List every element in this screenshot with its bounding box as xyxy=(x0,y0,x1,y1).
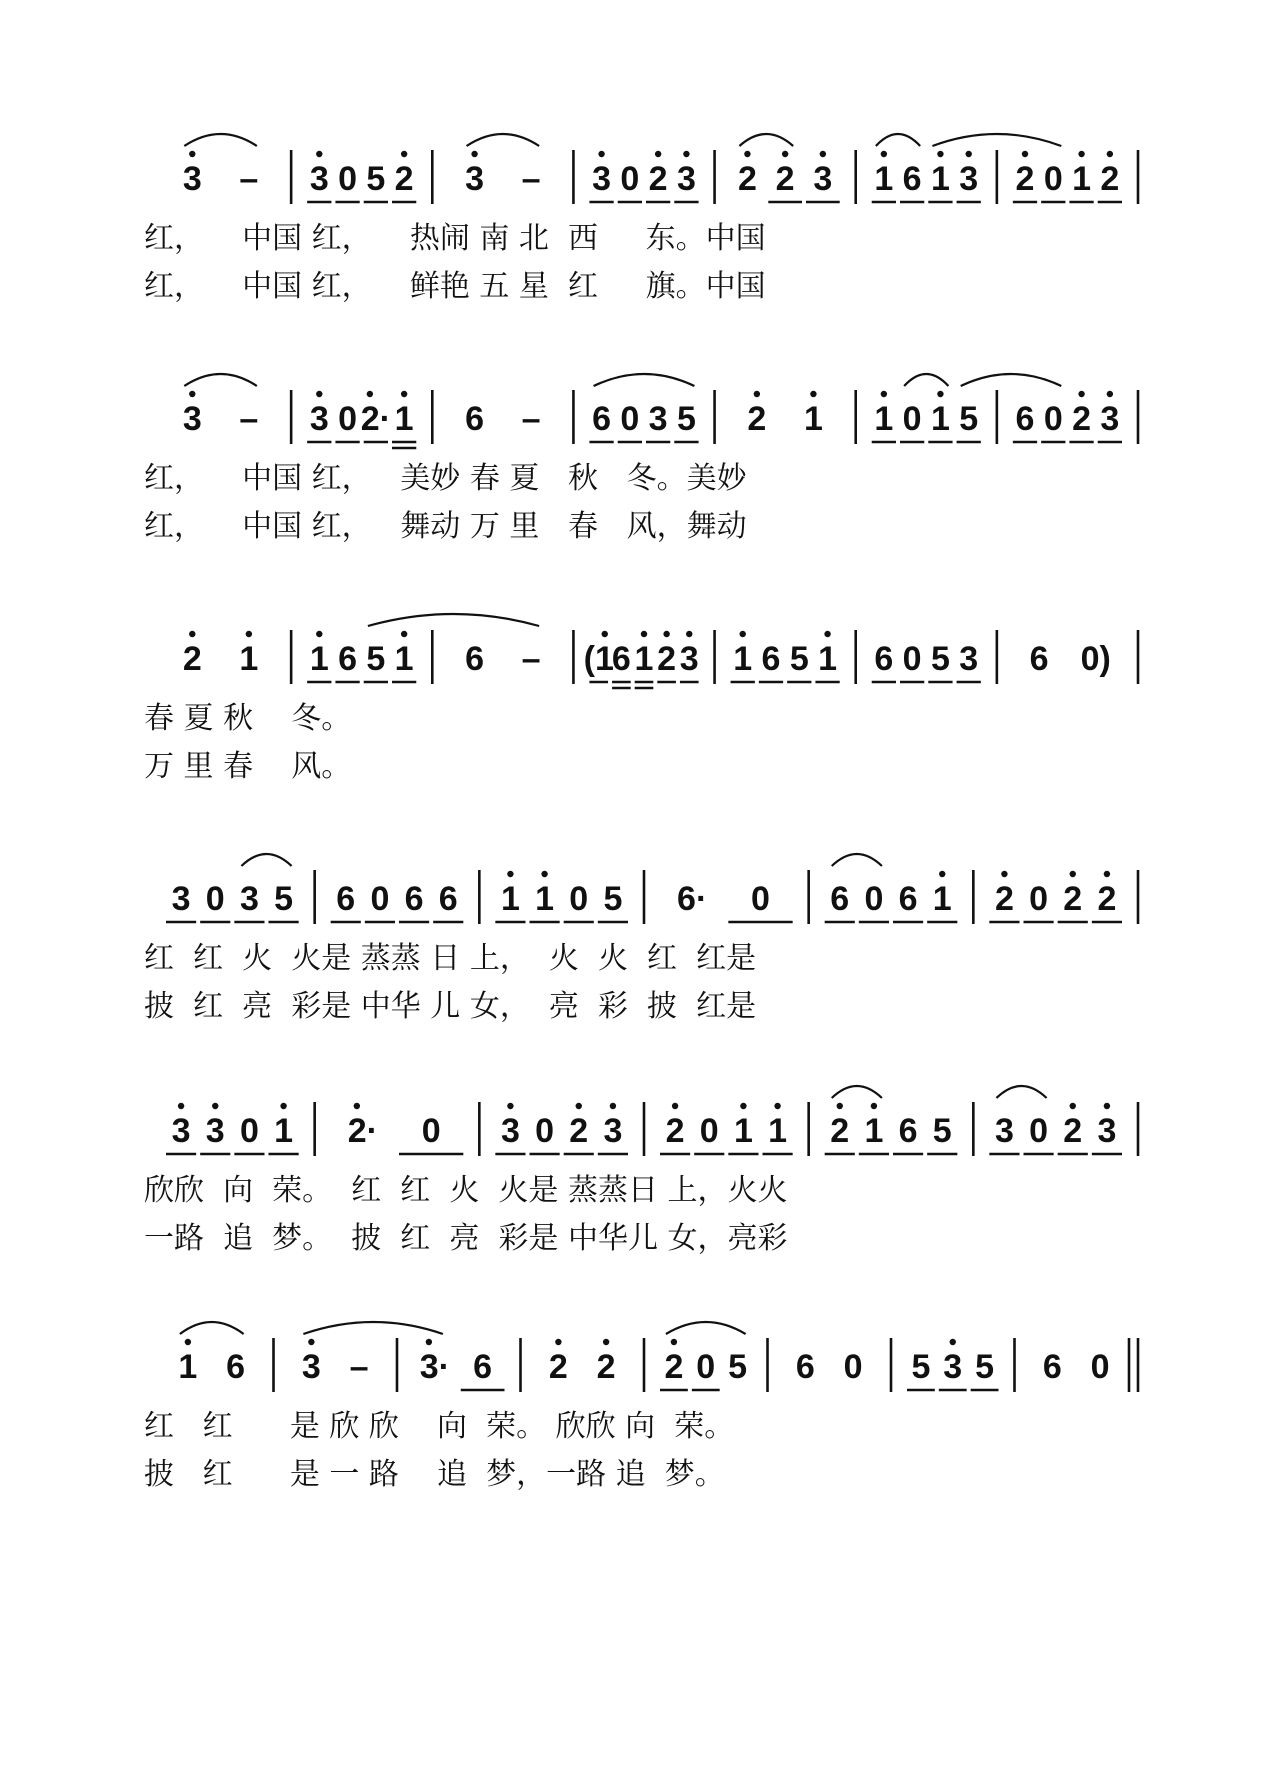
octave-dot xyxy=(189,631,195,637)
note: 0 xyxy=(620,160,640,198)
note: 3 xyxy=(171,1112,191,1150)
slur xyxy=(876,134,920,146)
note: 3 xyxy=(592,160,612,198)
note: 0 xyxy=(864,880,884,918)
note: 2 xyxy=(657,640,677,678)
note: 1 xyxy=(394,400,414,438)
note: 2 xyxy=(394,160,414,198)
note: 6 xyxy=(830,880,850,918)
score-system xyxy=(144,374,1138,544)
note: 6 xyxy=(874,640,894,678)
octave-dot xyxy=(1078,151,1084,157)
octave-dot xyxy=(774,1103,780,1109)
octave-dot xyxy=(401,391,407,397)
note: 5 xyxy=(603,880,623,918)
lyric-line: 红 红 是 欣 欣 向 荣。 欣欣 向 荣。 xyxy=(144,1409,735,1444)
octave-dot xyxy=(1104,871,1110,877)
note: 1 xyxy=(818,640,838,678)
octave-dot xyxy=(966,151,972,157)
octave-dot xyxy=(655,151,661,157)
note: 0 xyxy=(902,400,922,438)
octave-dot xyxy=(950,1339,956,1345)
note: 2· xyxy=(347,1112,378,1150)
note: 0 xyxy=(751,880,770,918)
slur xyxy=(832,854,882,866)
note: 3 xyxy=(309,160,329,198)
octave-dot xyxy=(740,631,746,637)
note: 2 xyxy=(994,880,1014,918)
score-system xyxy=(144,854,1138,1024)
octave-dot xyxy=(401,631,407,637)
lyric-line: 红， 中国 红， 鲜艳 五 星 红 旗。中国 xyxy=(144,269,766,304)
octave-dot xyxy=(881,151,887,157)
note: 3 xyxy=(465,160,485,198)
octave-dot xyxy=(576,1103,582,1109)
note: 1 xyxy=(733,640,753,678)
octave-dot xyxy=(686,631,692,637)
note: 1 xyxy=(1072,160,1092,198)
lyric-line: 春 夏 秋 冬。 xyxy=(144,701,352,736)
note: 1 xyxy=(803,400,823,438)
note: 5 xyxy=(911,1348,931,1386)
note: 3 xyxy=(1100,400,1120,438)
note: 6· xyxy=(677,880,708,918)
score-system xyxy=(144,614,1138,784)
note: 6 xyxy=(438,880,458,918)
note: 0 xyxy=(205,880,225,918)
note: 0 xyxy=(843,1348,863,1386)
note: – xyxy=(521,160,541,198)
octave-dot xyxy=(824,631,830,637)
slur xyxy=(904,374,948,386)
octave-dot xyxy=(280,1103,286,1109)
lyric-line: 一路 追 梦。 披 红 亮 彩是 中华儿 女，亮彩 xyxy=(144,1221,788,1256)
octave-dot xyxy=(212,1103,218,1109)
octave-dot xyxy=(754,391,760,397)
note: 1 xyxy=(874,400,894,438)
lyric-line: 红， 中国 红， 舞动 万 里 春 风，舞动 xyxy=(144,509,747,544)
note: 6 xyxy=(611,640,631,678)
octave-dot xyxy=(1107,151,1113,157)
note: 2 xyxy=(1015,160,1035,198)
note: 0 xyxy=(1090,1348,1110,1386)
octave-dot xyxy=(541,871,547,877)
octave-dot xyxy=(555,1339,561,1345)
note: 1 xyxy=(733,1112,753,1150)
note: 1 xyxy=(932,880,952,918)
note: 1 xyxy=(394,640,414,678)
note: 3 xyxy=(205,1112,225,1150)
octave-dot xyxy=(937,391,943,397)
note: 3 xyxy=(239,880,259,918)
note: 2 xyxy=(664,1348,684,1386)
lyric-line: 红， 中国 红， 热闹 南 北 西 东。中国 xyxy=(144,221,766,256)
note: 3 xyxy=(309,400,329,438)
slur xyxy=(961,374,1062,386)
octave-dot xyxy=(672,1103,678,1109)
octave-dot xyxy=(837,1103,843,1109)
note: 1 xyxy=(930,400,950,438)
note: 0 xyxy=(1043,400,1063,438)
note: 1 xyxy=(634,640,654,678)
octave-dot xyxy=(744,151,750,157)
octave-dot xyxy=(603,1339,609,1345)
octave-dot xyxy=(939,871,945,877)
slur xyxy=(180,1322,244,1334)
octave-dot xyxy=(367,391,373,397)
note: 0 xyxy=(569,880,589,918)
note: 1 xyxy=(535,880,555,918)
note: 0) xyxy=(1080,640,1111,678)
note: 0 xyxy=(239,1112,259,1150)
note: 2 xyxy=(569,1112,589,1150)
slur xyxy=(241,854,291,866)
slur xyxy=(467,134,540,146)
octave-dot xyxy=(316,631,322,637)
note: 3 xyxy=(500,1112,520,1150)
note: – xyxy=(239,400,259,438)
note: 1 xyxy=(500,880,520,918)
note: 5 xyxy=(930,640,950,678)
note: 5 xyxy=(789,640,809,678)
octave-dot xyxy=(881,391,887,397)
slur xyxy=(368,614,539,626)
score-system xyxy=(144,134,1138,304)
octave-dot xyxy=(308,1339,314,1345)
note: 3 xyxy=(813,160,833,198)
note: 2 xyxy=(665,1112,685,1150)
note: 0 xyxy=(1029,880,1049,918)
note: 6 xyxy=(226,1348,246,1386)
note: 6 xyxy=(336,880,356,918)
octave-dot xyxy=(641,631,647,637)
note: 6 xyxy=(898,1112,918,1150)
note: 0 xyxy=(696,1348,716,1386)
note: 2 xyxy=(182,640,202,678)
note: 2 xyxy=(830,1112,850,1150)
slur xyxy=(184,374,257,386)
octave-dot xyxy=(401,151,407,157)
note: 5 xyxy=(728,1348,748,1386)
octave-dot xyxy=(663,631,669,637)
octave-dot xyxy=(189,391,195,397)
score-system xyxy=(144,1086,1138,1256)
note: 1 xyxy=(178,1348,198,1386)
lyric-line: 红 红 火 火是 蒸蒸 日 上， 火 火 红 红是 xyxy=(144,941,757,976)
octave-dot xyxy=(1107,391,1113,397)
note: 6 xyxy=(902,160,922,198)
note: 2 xyxy=(747,400,767,438)
slur xyxy=(739,134,793,146)
note: – xyxy=(239,160,259,198)
octave-dot xyxy=(178,1103,184,1109)
slur xyxy=(184,134,257,146)
octave-dot xyxy=(1070,1103,1076,1109)
octave-dot xyxy=(782,151,788,157)
note: 3 xyxy=(679,640,699,678)
note: 0 xyxy=(902,640,922,678)
note: 2 xyxy=(737,160,757,198)
note: 3 xyxy=(994,1112,1014,1150)
note: 2 xyxy=(1097,880,1117,918)
note: 2 xyxy=(1072,400,1092,438)
note: 5 xyxy=(676,400,696,438)
note: – xyxy=(349,1348,369,1386)
note: 6 xyxy=(761,640,781,678)
octave-dot xyxy=(683,151,689,157)
note: 0 xyxy=(421,1112,441,1150)
slur xyxy=(594,374,695,386)
note: 1 xyxy=(768,1112,788,1150)
slur xyxy=(996,1086,1046,1098)
octave-dot xyxy=(1001,871,1007,877)
octave-dot xyxy=(1070,871,1076,877)
note: 3 xyxy=(648,400,668,438)
note: 5 xyxy=(975,1348,995,1386)
note: 5 xyxy=(932,1112,952,1150)
note: 3 xyxy=(959,640,979,678)
note: 2 xyxy=(775,160,795,198)
note: 1 xyxy=(274,1112,294,1150)
note: 3 xyxy=(943,1348,963,1386)
note: 2 xyxy=(1100,160,1120,198)
octave-dot xyxy=(937,151,943,157)
slur xyxy=(932,134,1061,146)
note: 0 xyxy=(338,400,358,438)
note: 0 xyxy=(338,160,358,198)
octave-dot xyxy=(316,151,322,157)
slur xyxy=(303,1322,443,1334)
octave-dot xyxy=(471,151,477,157)
note: (1 xyxy=(583,640,614,678)
note: 3 xyxy=(603,1112,623,1150)
score-system xyxy=(144,1322,1138,1492)
note: 1 xyxy=(309,640,329,678)
note: 3· xyxy=(419,1348,450,1386)
slur xyxy=(832,1086,882,1098)
note: 6 xyxy=(465,640,485,678)
note: 5 xyxy=(366,160,386,198)
note: 6 xyxy=(1015,400,1035,438)
note: 6 xyxy=(473,1348,493,1386)
note: 1 xyxy=(864,1112,884,1150)
octave-dot xyxy=(740,1103,746,1109)
note: 0 xyxy=(1029,1112,1049,1150)
note: – xyxy=(521,400,541,438)
note: 5 xyxy=(366,640,386,678)
note: 0 xyxy=(535,1112,555,1150)
note: 6 xyxy=(465,400,485,438)
note: 0 xyxy=(370,880,390,918)
octave-dot xyxy=(246,631,252,637)
note: 6 xyxy=(898,880,918,918)
note: 6 xyxy=(1042,1348,1062,1386)
octave-dot xyxy=(610,1103,616,1109)
note: 2 xyxy=(548,1348,568,1386)
note: 6 xyxy=(338,640,358,678)
slur xyxy=(666,1322,746,1334)
lyric-line: 欣欣 向 荣。 红 红 火 火是 蒸蒸日 上，火火 xyxy=(144,1173,788,1208)
note: 2 xyxy=(1063,880,1083,918)
octave-dot xyxy=(810,391,816,397)
lyric-line: 披 红 是 一 路 追 梦，一路 追 梦。 xyxy=(144,1457,725,1492)
octave-dot xyxy=(316,391,322,397)
note: – xyxy=(521,640,541,678)
note: 0 xyxy=(620,400,640,438)
note: 5 xyxy=(274,880,294,918)
note: 1 xyxy=(239,640,259,678)
lyric-line: 万 里 春 风。 xyxy=(144,749,352,784)
note: 3 xyxy=(171,880,191,918)
note: 1 xyxy=(874,160,894,198)
octave-dot xyxy=(507,1103,513,1109)
octave-dot xyxy=(354,1103,360,1109)
octave-dot xyxy=(1104,1103,1110,1109)
octave-dot xyxy=(871,1103,877,1109)
octave-dot xyxy=(1078,391,1084,397)
note: 3 xyxy=(959,160,979,198)
note: 2 xyxy=(648,160,668,198)
note: 3 xyxy=(1097,1112,1117,1150)
octave-dot xyxy=(671,1339,677,1345)
octave-dot xyxy=(602,631,608,637)
note: 2· xyxy=(360,400,391,438)
note: 2 xyxy=(1063,1112,1083,1150)
lyric-line: 披 红 亮 彩是 中华 儿 女， 亮 彩 披 红是 xyxy=(144,989,757,1024)
note: 0 xyxy=(1043,160,1063,198)
note: 6 xyxy=(795,1348,815,1386)
octave-dot xyxy=(507,871,513,877)
note: 3 xyxy=(301,1348,321,1386)
octave-dot xyxy=(598,151,604,157)
note: 2 xyxy=(596,1348,616,1386)
note: 6 xyxy=(404,880,424,918)
note: 0 xyxy=(699,1112,719,1150)
note: 6 xyxy=(1029,640,1049,678)
octave-dot xyxy=(1022,151,1028,157)
note: 5 xyxy=(959,400,979,438)
note: 3 xyxy=(182,160,202,198)
note: 3 xyxy=(676,160,696,198)
note: 6 xyxy=(592,400,612,438)
lyric-line: 红， 中国 红， 美妙 春 夏 秋 冬。美妙 xyxy=(144,461,747,496)
note: 1 xyxy=(930,160,950,198)
octave-dot xyxy=(185,1339,191,1345)
octave-dot xyxy=(820,151,826,157)
note: 3 xyxy=(182,400,202,438)
octave-dot xyxy=(426,1339,432,1345)
octave-dot xyxy=(189,151,195,157)
